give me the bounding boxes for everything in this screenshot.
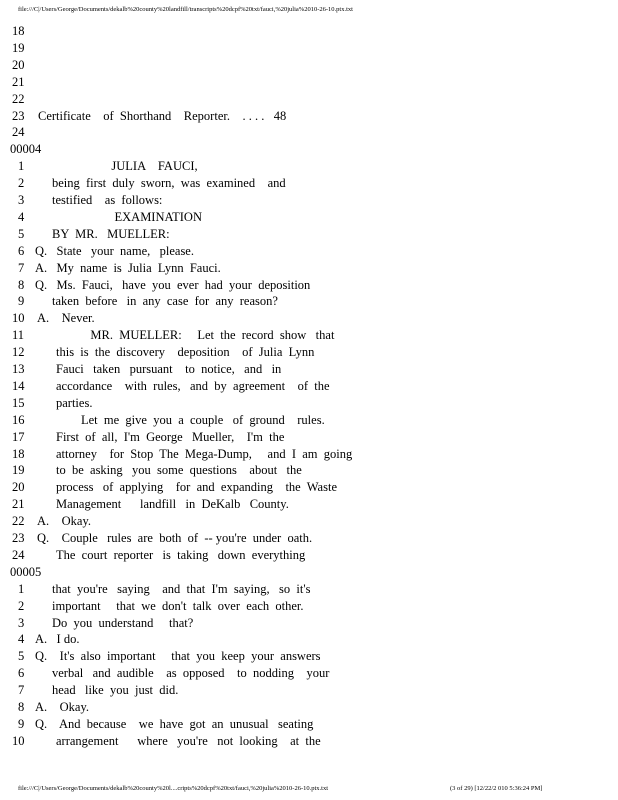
transcript-line: A. Never. — [37, 311, 95, 326]
transcript-line: Fauci taken pursuant to notice, and in — [56, 362, 282, 376]
line-number: 4 — [18, 632, 25, 647]
line-number: 23 — [12, 108, 25, 123]
line-number: 1 — [18, 581, 25, 596]
transcript-line: MR. MUELLER: Let the record show that — [56, 328, 335, 343]
file-path-footer: file:///C|/Users/George/Documents/dekalb%20county%20l....cripts%20dcpf%20txt/fauci,%20julia%2010-26-10.ptx.txt — [18, 785, 329, 792]
transcript-line: arrangement where you're not looking at the — [56, 733, 321, 748]
transcript-line: verbal and audible as opposed to nodding your — [52, 666, 330, 681]
line-number: 16 — [12, 412, 25, 427]
file-path-header: file:///C|/Users/George/Documents/dekalb%20county%20landfill/transcripts%20dcpf%20txt/fauci,%20julia%2010-26-10.ptx.txt — [18, 6, 353, 13]
line-number: 1 — [18, 159, 25, 174]
transcript-line: A. My name is Julia Lynn Fauci. — [35, 260, 221, 275]
line-number: 22 — [12, 514, 25, 529]
transcript-line: BY MR. MUELLER: — [52, 226, 170, 241]
transcript-line: A. I do. — [35, 632, 80, 647]
transcript-line: A. Okay. — [35, 700, 90, 714]
line-number: 9 — [18, 716, 25, 731]
line-number: 3 — [18, 615, 25, 630]
transcript-line: Q. Ms. Fauci, have you ever had your deposition — [35, 277, 311, 292]
line-number: 21 — [12, 497, 25, 512]
transcript-line: Q. It's also important that you keep your answers — [35, 649, 321, 664]
line-number: 5 — [18, 649, 25, 664]
transcript-line: being first duly sworn, was examined and — [52, 176, 286, 191]
line-number: 7 — [18, 260, 25, 275]
transcript-line: to be asking you some questions about the — [56, 463, 302, 478]
line-number: 22 — [12, 91, 25, 106]
page-marker: 00004 — [10, 142, 42, 157]
transcript-line: accordance with rules, and by agreement of the — [56, 378, 330, 393]
line-number: 12 — [12, 345, 25, 360]
line-number: 6 — [18, 243, 25, 258]
transcript-line: JULIA FAUCI, — [52, 159, 198, 174]
line-number: 20 — [12, 480, 25, 495]
line-number: 5 — [18, 226, 25, 241]
page-marker: 00005 — [10, 564, 42, 579]
line-number: 23 — [12, 531, 25, 545]
line-number: 3 — [18, 193, 25, 207]
line-number: 18 — [12, 446, 25, 461]
line-number: 14 — [12, 378, 25, 393]
line-number: 15 — [12, 395, 25, 410]
transcript-line: Let me give you a couple of ground rules. — [56, 412, 325, 427]
transcript-line: EXAMINATION — [52, 209, 202, 224]
transcript-line: parties. — [56, 395, 93, 410]
transcript-line: Q. And because we have got an unusual seating — [35, 716, 314, 731]
line-number: 2 — [18, 598, 25, 613]
transcript-line: important that we don't talk over each other. — [52, 598, 304, 613]
line-number: 4 — [18, 209, 25, 224]
line-number: 17 — [12, 429, 25, 444]
transcript-line: Do you understand that? — [52, 615, 194, 630]
line-number: 8 — [18, 277, 25, 292]
transcript-line: taken before in any case for any reason? — [52, 294, 278, 309]
line-number: 24 — [12, 547, 25, 562]
line-number: 6 — [18, 666, 25, 681]
transcript-line: Management landfill in DeKalb County. — [56, 497, 289, 512]
transcript-line: testified as follows: — [52, 193, 163, 207]
line-number: 9 — [18, 294, 25, 309]
transcript-line: head like you just did. — [52, 683, 179, 698]
line-number: 19 — [12, 40, 25, 55]
line-number: 24 — [12, 125, 25, 140]
page-count-timestamp: (3 of 29) [12/22/2 010 5:36:24 PM] — [450, 785, 543, 792]
transcript-line: Certificate of Shorthand Reporter. . . . . 48 — [38, 108, 287, 123]
transcript-line: Q. State your name, please. — [35, 243, 194, 258]
line-number: 20 — [12, 57, 25, 72]
line-number: 11 — [12, 328, 25, 343]
transcript-line: First of all, I'm George Mueller, I'm the — [56, 429, 285, 444]
transcript-line: The court reporter is taking down everything — [56, 547, 306, 562]
line-number: 2 — [18, 176, 25, 191]
transcript-line: A. Okay. — [37, 514, 92, 529]
line-number: 13 — [12, 362, 25, 376]
transcript-line: that you're saying and that I'm saying, so it's — [52, 581, 311, 596]
line-number: 19 — [12, 463, 25, 478]
transcript-line: this is the discovery deposition of Julia Lynn — [56, 345, 315, 360]
transcript-line: Q. Couple rules are both of -- you're under oath. — [37, 531, 313, 545]
line-number: 10 — [12, 311, 25, 326]
line-number: 7 — [18, 683, 25, 698]
line-number: 21 — [12, 74, 25, 89]
line-number: 10 — [12, 733, 25, 748]
line-number: 18 — [12, 24, 25, 38]
transcript-line: attorney for Stop The Mega-Dump, and I am going — [56, 446, 353, 461]
line-number: 8 — [18, 700, 25, 714]
transcript-line: process of applying for and expanding the Waste — [56, 480, 337, 495]
